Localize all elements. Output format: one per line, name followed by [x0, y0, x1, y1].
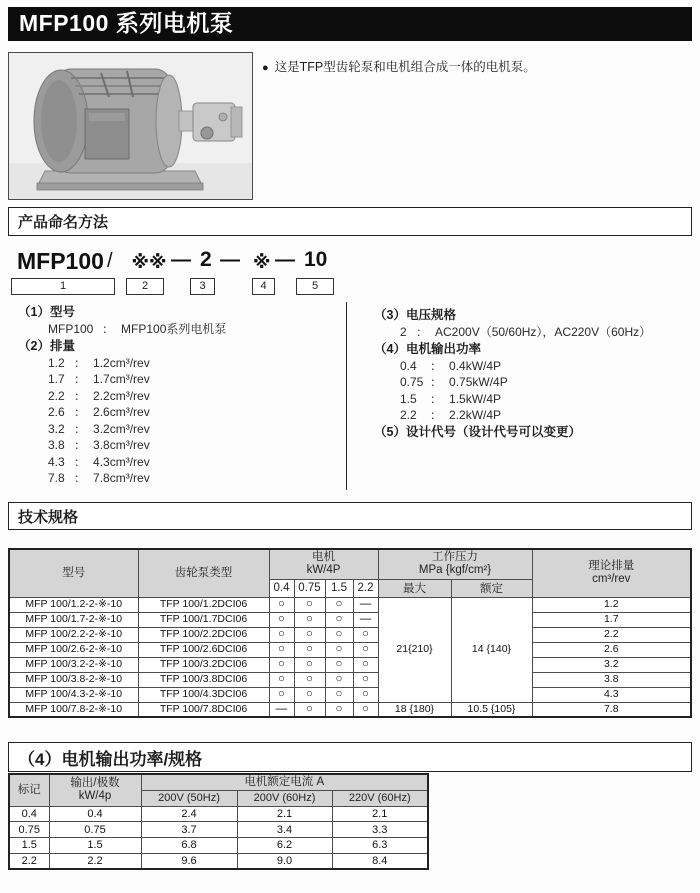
cell-kw-2.2: ○ — [353, 657, 378, 672]
section-title-naming — [8, 207, 692, 236]
cell-kw-2.2: — — [353, 597, 378, 612]
page-title-bar — [8, 7, 692, 41]
cell-pump: TFP 100/1.2DCI06 — [138, 597, 269, 612]
item-4-number: （4） — [374, 341, 406, 356]
cell-kw-1.5: ○ — [325, 687, 353, 702]
col-header-kw-2.2: 2.2 — [353, 579, 378, 597]
cell-pressure-max-common: 21{210} — [378, 597, 451, 702]
cell-output: 0.75 — [49, 822, 141, 838]
model-code-dash-3: — — [275, 249, 295, 271]
option-sep: ： — [74, 355, 87, 370]
displacement-option — [18, 454, 346, 471]
col-header-pressure-max: 最大 — [378, 579, 451, 597]
naming-explanation — [8, 302, 692, 490]
cell-pump: TFP 100/4.3DCI06 — [138, 687, 269, 702]
col-group-pressure — [378, 549, 532, 579]
cell-displacement: 2.2 — [532, 627, 691, 642]
cell-kw-0.4: ○ — [269, 642, 294, 657]
cell-kw-0.75: ○ — [294, 672, 325, 687]
cell-kw-0.75: ○ — [294, 642, 325, 657]
cell-displacement: 3.8 — [532, 672, 691, 687]
cell-kw-0.75: ○ — [294, 702, 325, 717]
cell-kw-0.4: ○ — [269, 612, 294, 627]
table-row — [9, 672, 691, 687]
cell-pump: TFP 100/3.8DCI06 — [138, 672, 269, 687]
option-value: 2.2cm³/rev — [93, 388, 150, 403]
displacement-option — [18, 437, 346, 454]
displacement-option — [18, 404, 346, 421]
motor-group-line1: 电机 — [312, 551, 335, 564]
option-key: 1.7 — [48, 372, 65, 386]
section-title-naming-label: 产品命名方法 — [18, 214, 109, 231]
option-sep: ： — [74, 471, 87, 485]
cell-a-200v-60hz: 2.1 — [237, 806, 332, 822]
cell-output: 2.2 — [49, 853, 141, 869]
cell-kw-0.75: ○ — [294, 597, 325, 612]
option-key: 3.2 — [48, 421, 65, 436]
cell-kw-1.5: ○ — [325, 627, 353, 642]
cell-kw-0.75: ○ — [294, 687, 325, 702]
model-code-displacement: ※※ — [131, 252, 167, 272]
option-key: 4.3 — [48, 454, 65, 469]
option-sep: ： — [74, 454, 87, 469]
cell-kw-0.75: ○ — [294, 612, 325, 627]
cell-pump: TFP 100/1.7DCI06 — [138, 612, 269, 627]
cell-kw-1.5: ○ — [325, 642, 353, 657]
cell-kw-2.2: ○ — [353, 627, 378, 642]
item-1-title: 型号 — [49, 305, 75, 319]
option-value: 2.2kW/4P — [449, 408, 502, 422]
option-value: 7.8cm³/rev — [93, 471, 150, 485]
cell-model: MFP 100/4.3-2-※-10 — [9, 687, 138, 702]
displacement-option — [18, 355, 346, 372]
table-row — [9, 822, 428, 838]
naming-item-2-heading — [18, 338, 346, 355]
item-3-sep: ： — [416, 325, 429, 339]
cell-a-200v-50hz: 9.6 — [141, 853, 237, 869]
power-option — [374, 358, 651, 375]
cell-output: 1.5 — [49, 838, 141, 854]
col-header-mark: 标记 — [9, 774, 49, 806]
col-header-kw-0.4: 0.4 — [269, 579, 294, 597]
cell-a-200v-50hz: 6.8 — [141, 838, 237, 854]
table-row — [9, 853, 428, 869]
tech-header-row-1 — [9, 549, 691, 579]
motor-group-line2: kW/4P — [306, 564, 341, 577]
option-value: 3.8cm³/rev — [93, 438, 150, 452]
item-5-title: 设计代号（设计代号可以变更） — [405, 424, 581, 439]
cell-displacement: 1.7 — [532, 612, 691, 627]
option-value: 0.75kW/4P — [449, 375, 508, 389]
table-row — [9, 627, 691, 642]
item-3-key: 2 — [400, 325, 407, 339]
item-3-title: 电压规格 — [405, 308, 456, 322]
displacement-line1: 理论排量 — [588, 560, 635, 573]
option-key: 1.5 — [400, 391, 417, 406]
option-key: 7.8 — [48, 471, 65, 485]
cell-model: MFP 100/2.6-2-※-10 — [9, 642, 138, 657]
cell-model: MFP 100/3.8-2-※-10 — [9, 672, 138, 687]
pressure-group-line2: MPa {kgf/cm²} — [418, 564, 492, 577]
cell-kw-2.2: ○ — [353, 642, 378, 657]
option-key: 0.75 — [400, 375, 424, 389]
cell-model: MFP 100/3.2-2-※-10 — [9, 657, 138, 672]
item-1-key: MFP100 — [48, 322, 94, 336]
col-header-pump-type: 齿轮泵类型 — [138, 549, 269, 597]
cell-model: MFP 100/1.7-2-※-10 — [9, 612, 138, 627]
item-1-sep: ： — [102, 322, 115, 336]
item-3-value: AC200V（50/60Hz），AC220V（60Hz） — [435, 325, 652, 339]
col-group-motor — [269, 549, 378, 579]
option-key: 2.2 — [48, 388, 65, 403]
cell-model: MFP 100/2.2-2-※-10 — [9, 627, 138, 642]
cell-a-220v-60hz: 6.3 — [332, 838, 428, 854]
code-box-3: 3 — [190, 278, 215, 295]
code-box-5: 5 — [296, 278, 334, 295]
bullet-icon: ● — [262, 62, 269, 74]
option-key: 2.2 — [400, 408, 417, 422]
cell-kw-1.5: ○ — [325, 597, 353, 612]
cell-displacement: 4.3 — [532, 687, 691, 702]
table-row — [9, 838, 428, 854]
col-header-displacement — [532, 549, 691, 597]
naming-left-column — [8, 302, 347, 490]
cell-a-200v-50hz: 3.7 — [141, 822, 237, 838]
item-4-title: 电机输出功率 — [405, 341, 481, 356]
col-header-kw-1.5: 1.5 — [325, 579, 353, 597]
section-title-tech-spec — [8, 502, 692, 530]
pressure-group-line1: 工作压力 — [432, 551, 478, 564]
col-header-output — [49, 774, 141, 806]
power-option — [374, 374, 651, 391]
naming-item-1-line — [18, 321, 346, 338]
col-header-pressure-rated: 额定 — [451, 579, 532, 597]
intro-text: 这是TFP型齿轮泵和电机组合成一体的电机泵。 — [274, 60, 536, 74]
section-title-tech-spec-label: 技术规格 — [18, 508, 79, 526]
table-row — [9, 687, 691, 702]
model-code-power: ※ — [253, 252, 271, 272]
cell-a-200v-60hz: 9.0 — [237, 853, 332, 869]
option-key: 1.2 — [48, 355, 65, 370]
table-row — [9, 657, 691, 672]
naming-item-1-heading — [18, 304, 346, 321]
table-row — [9, 642, 691, 657]
cell-mark: 2.2 — [9, 853, 49, 869]
displacement-line2: cm³/rev — [592, 573, 631, 586]
cell-a-200v-60hz: 6.2 — [237, 838, 332, 854]
cell-a-220v-60hz: 8.4 — [332, 853, 428, 869]
power-option — [374, 407, 651, 424]
option-value: 1.2cm³/rev — [93, 355, 150, 370]
col-header-model: 型号 — [9, 549, 138, 597]
item-5-number: （5） — [374, 424, 406, 439]
cell-kw-0.4: ○ — [269, 687, 294, 702]
cell-pump: TFP 100/2.6DCI06 — [138, 642, 269, 657]
model-code-dash-1: — — [171, 249, 191, 271]
cell-pump: TFP 100/2.2DCI06 — [138, 627, 269, 642]
cell-kw-1.5: ○ — [325, 657, 353, 672]
naming-item-4-heading — [374, 341, 651, 358]
model-code-design: 10 — [304, 248, 328, 271]
cell-kw-0.4: ○ — [269, 672, 294, 687]
cell-pump: TFP 100/3.2DCI06 — [138, 657, 269, 672]
page-title: MFP100 系列电机泵 — [19, 10, 234, 36]
intro-bullet-item — [262, 57, 536, 75]
cell-pressure-rated-common: 14 {140} — [451, 597, 532, 702]
table-row — [9, 806, 428, 822]
cell-a-200v-50hz: 2.4 — [141, 806, 237, 822]
displacement-option — [18, 371, 346, 388]
option-value: 0.4kW/4P — [449, 358, 502, 373]
model-code-diagram — [8, 248, 428, 300]
cell-mark: 0.75 — [9, 822, 49, 838]
option-key: 3.8 — [48, 438, 65, 452]
option-sep: ： — [74, 372, 87, 386]
cell-displacement: 7.8 — [532, 702, 691, 717]
option-value: 3.2cm³/rev — [93, 421, 150, 436]
option-value: 4.3cm³/rev — [93, 454, 150, 469]
table-row — [9, 612, 691, 627]
cell-mark: 0.4 — [9, 806, 49, 822]
model-code-dash-2: — — [220, 249, 240, 271]
option-value: 1.7cm³/rev — [93, 372, 150, 386]
code-box-4: 4 — [252, 278, 275, 295]
tech-spec-table — [8, 548, 692, 718]
table-row — [9, 702, 691, 717]
cell-a-220v-60hz: 2.1 — [332, 806, 428, 822]
option-value: 1.5kW/4P — [449, 391, 502, 406]
naming-item-5-heading — [374, 424, 651, 441]
col-header-200v-50hz: 200V (50Hz) — [141, 790, 237, 806]
motor-pump-photo — [9, 53, 252, 199]
item-1-number: （1） — [18, 305, 50, 319]
output-header-line1: 输出/极数 — [70, 777, 120, 790]
output-header-line2: kW/4p — [78, 790, 112, 803]
cell-kw-0.4: ○ — [269, 657, 294, 672]
cell-kw-1.5: ○ — [325, 672, 353, 687]
item-2-title: 排量 — [49, 338, 75, 353]
option-sep: ： — [74, 388, 87, 403]
cell-model: MFP 100/7.8-2-※-10 — [9, 702, 138, 717]
col-header-220v-60hz: 220V (60Hz) — [332, 790, 428, 806]
cell-kw-2.2: ○ — [353, 672, 378, 687]
cell-kw-2.2: — — [353, 612, 378, 627]
cell-model: MFP 100/1.2-2-※-10 — [9, 597, 138, 612]
cell-kw-1.5: ○ — [325, 702, 353, 717]
code-box-2: 2 — [126, 278, 164, 295]
cell-pump: TFP 100/7.8DCI06 — [138, 702, 269, 717]
cell-kw-2.2: ○ — [353, 702, 378, 717]
displacement-option — [18, 470, 346, 487]
option-key: 0.4 — [400, 358, 417, 373]
cell-kw-0.4: ○ — [269, 597, 294, 612]
model-code-prefix: MFP100 — [17, 248, 104, 274]
cell-kw-0.4: ○ — [269, 627, 294, 642]
cell-mark: 1.5 — [9, 838, 49, 854]
option-sep: ： — [430, 408, 443, 422]
option-sep: ： — [430, 358, 443, 373]
cell-pressure-rated: 10.5 {105} — [451, 702, 532, 717]
option-sep: ： — [74, 405, 87, 419]
col-group-rated-current: 电机额定电流 A — [141, 774, 428, 790]
item-2-number: （2） — [18, 338, 50, 353]
cell-displacement: 2.6 — [532, 642, 691, 657]
cell-a-220v-60hz: 3.3 — [332, 822, 428, 838]
model-code-voltage: 2 — [200, 248, 212, 271]
output-header-row-1 — [9, 774, 428, 790]
col-header-200v-60hz: 200V (60Hz) — [237, 790, 332, 806]
cell-pressure-max: 18 {180} — [378, 702, 451, 717]
cell-kw-2.2: ○ — [353, 687, 378, 702]
cell-output: 0.4 — [49, 806, 141, 822]
item-3-number: （3） — [374, 308, 406, 322]
power-option — [374, 391, 651, 408]
option-sep: ： — [430, 375, 443, 389]
cell-kw-0.75: ○ — [294, 627, 325, 642]
cell-a-200v-60hz: 3.4 — [237, 822, 332, 838]
model-code-slash: / — [107, 250, 113, 272]
displacement-option — [18, 421, 346, 438]
option-sep: ： — [74, 421, 87, 436]
motor-output-table — [8, 773, 429, 870]
cell-kw-0.75: ○ — [294, 657, 325, 672]
displacement-option — [18, 388, 346, 405]
item-1-value: MFP100系列电机泵 — [121, 322, 227, 336]
section-title-output-spec-label: （4）电机输出功率/规格 — [18, 749, 203, 769]
option-value: 2.6cm³/rev — [93, 405, 150, 419]
table-row — [9, 597, 691, 612]
code-box-1: 1 — [11, 278, 115, 295]
cell-displacement: 1.2 — [532, 597, 691, 612]
cell-displacement: 3.2 — [532, 657, 691, 672]
section-title-output-spec — [8, 742, 692, 772]
option-sep: ： — [430, 391, 443, 406]
option-sep: ： — [74, 438, 87, 452]
naming-item-3-heading — [374, 307, 651, 324]
cell-kw-0.4: — — [269, 702, 294, 717]
naming-right-column — [347, 302, 651, 490]
naming-item-3-line — [374, 324, 651, 341]
col-header-kw-0.75: 0.75 — [294, 579, 325, 597]
product-photo-frame — [8, 52, 253, 200]
option-key: 2.6 — [48, 405, 65, 419]
cell-kw-1.5: ○ — [325, 612, 353, 627]
